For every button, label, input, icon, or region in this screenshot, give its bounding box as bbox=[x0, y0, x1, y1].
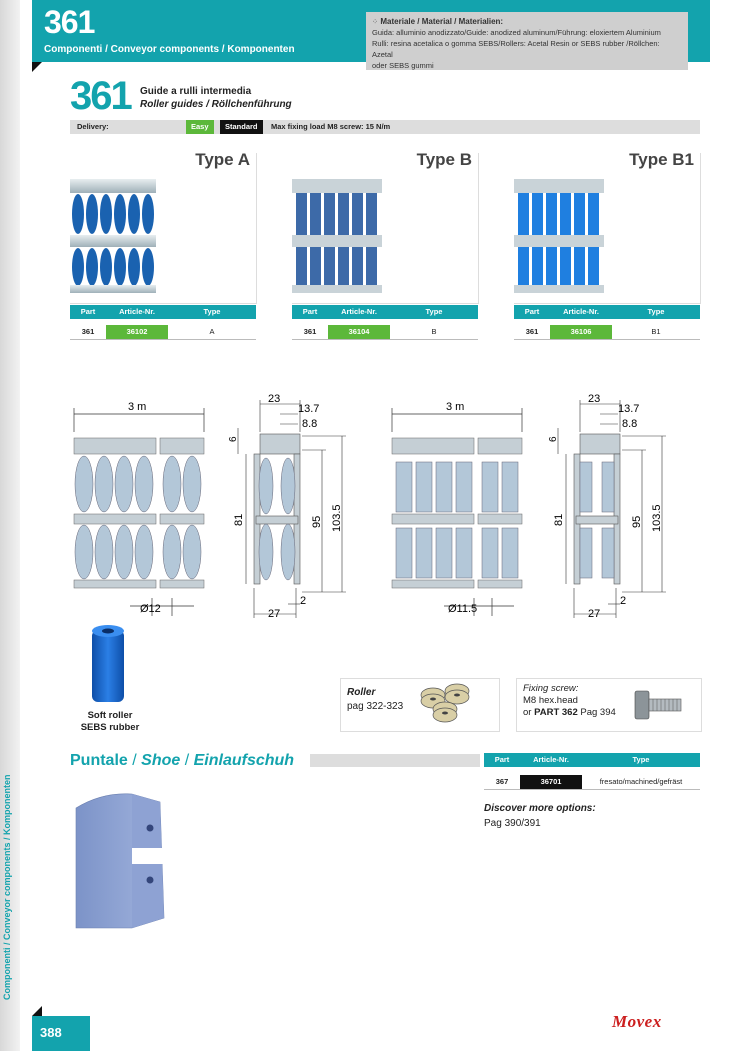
header-number: 361 bbox=[44, 4, 95, 40]
screw-ref-line2: or PART 362 Pag 394 bbox=[523, 707, 616, 718]
header-subtitle: Componenti / Conveyor components / Komponenten bbox=[44, 44, 295, 55]
td-part: 361 bbox=[525, 327, 539, 336]
shoe-title-de: Einlaufschuh bbox=[193, 752, 295, 769]
td-type: fresato/machined/gefräst bbox=[599, 777, 683, 786]
dim-width-23: 23 bbox=[268, 393, 281, 405]
soft-roller-line2: SEBS rubber bbox=[80, 722, 140, 733]
dim-diameter-b: Ø11.5 bbox=[448, 603, 478, 615]
product-panel-b bbox=[292, 150, 479, 304]
product-table-a bbox=[70, 305, 256, 340]
shoe-table bbox=[484, 753, 700, 790]
th-type: Type bbox=[203, 307, 221, 316]
dim-height-6: 6 bbox=[548, 436, 559, 442]
th-part: Part bbox=[80, 307, 96, 316]
shoe-title-en: Shoe bbox=[141, 752, 181, 769]
dim-width-137: 13.7 bbox=[298, 403, 320, 415]
product-table-b bbox=[292, 305, 478, 340]
shoe-image bbox=[72, 788, 168, 930]
screw-reference-box bbox=[516, 678, 702, 732]
td-type: A bbox=[209, 327, 215, 336]
sidebar-text: Componenti / Conveyor components / Komponenten bbox=[2, 774, 12, 1000]
dim-height-81: 81 bbox=[553, 513, 565, 526]
materials-line: Rulli: resina acetalica o gomma SEBS/Rollers: Acetal Resin or SEBS rubber /Röllchen: Azetal bbox=[372, 39, 660, 59]
more-options-page: Pag 390/391 bbox=[484, 818, 541, 829]
product-table-b1 bbox=[514, 305, 700, 340]
dim-width-88: 8.8 bbox=[622, 418, 638, 430]
td-part: 361 bbox=[81, 327, 95, 336]
td-part: 367 bbox=[495, 777, 509, 786]
screw-ref-title: Fixing screw: bbox=[523, 683, 579, 694]
materials-icon: ⁘ bbox=[372, 17, 381, 26]
dim-width-2: 2 bbox=[300, 595, 307, 607]
dim-width-2: 2 bbox=[620, 595, 627, 607]
page-number: 388 bbox=[40, 1025, 62, 1040]
dim-diameter-a: Ø12 bbox=[140, 603, 161, 615]
part-362-link: PART 362 bbox=[534, 707, 578, 718]
dim-width-137: 13.7 bbox=[618, 403, 640, 415]
product-number: 361 bbox=[70, 74, 131, 118]
materials-title: Materiale / Material / Materialien: bbox=[380, 17, 504, 26]
th-part: Part bbox=[494, 755, 510, 764]
soft-roller-image bbox=[88, 622, 128, 706]
delivery-label: Delivery: bbox=[77, 122, 109, 131]
dim-height-1035: 103.5 bbox=[651, 504, 663, 532]
product-image-type-b bbox=[292, 159, 382, 293]
drawing-type-a bbox=[70, 392, 370, 632]
td-article: 36102 bbox=[106, 325, 168, 339]
th-type: Type bbox=[425, 307, 443, 316]
product-name-en-de: Roller guides / Röllchenführung bbox=[140, 99, 292, 110]
th-type: Type bbox=[632, 755, 650, 764]
materials-line: oder SEBS gummi bbox=[372, 61, 434, 70]
panel-title: Type B1 bbox=[629, 150, 694, 169]
max-load-text: Max fixing load M8 screw: 15 N/m bbox=[271, 122, 391, 131]
product-image-type-b1 bbox=[514, 159, 604, 293]
td-article: 36701 bbox=[520, 775, 582, 789]
materials-line: Guida: alluminio anodizzato/Guide: anodized aluminum/Führung: eloxiertem Aluminium bbox=[372, 28, 661, 37]
product-panel-b1 bbox=[514, 150, 701, 304]
soft-roller-line1: Soft roller bbox=[87, 710, 133, 721]
header-corner bbox=[32, 62, 42, 72]
standard-badge: Standard bbox=[220, 120, 263, 134]
drawing-type-b bbox=[390, 392, 690, 632]
th-article: Article-Nr. bbox=[341, 307, 377, 316]
th-type: Type bbox=[647, 307, 665, 316]
roller-reference-box bbox=[340, 678, 500, 732]
dim-width-27: 27 bbox=[588, 608, 601, 620]
td-type: B1 bbox=[651, 327, 661, 336]
soft-roller-caption bbox=[70, 710, 150, 734]
product-panel-a bbox=[70, 150, 257, 304]
td-article: 36106 bbox=[550, 325, 612, 339]
dim-length: 3 m bbox=[446, 401, 465, 413]
dim-length: 3 m bbox=[128, 401, 147, 413]
dim-height-81: 81 bbox=[233, 513, 245, 526]
dim-width-88: 8.8 bbox=[302, 418, 318, 430]
product-name-it: Guide a rulli intermedia bbox=[140, 86, 252, 97]
dim-height-1035: 103.5 bbox=[331, 504, 343, 532]
roller-stack-image bbox=[419, 679, 475, 725]
dim-width-27: 27 bbox=[268, 608, 281, 620]
panel-title: Type B bbox=[416, 150, 472, 169]
panel-title: Type A bbox=[195, 150, 250, 169]
th-part: Part bbox=[302, 307, 318, 316]
td-article: 36104 bbox=[328, 325, 390, 339]
td-type: B bbox=[431, 327, 437, 336]
dim-width-23: 23 bbox=[588, 393, 601, 405]
th-article: Article-Nr. bbox=[119, 307, 155, 316]
dim-height-95: 95 bbox=[631, 515, 643, 528]
dim-height-6: 6 bbox=[228, 436, 239, 442]
shoe-title-bar bbox=[310, 754, 480, 767]
delivery-bar bbox=[70, 120, 700, 134]
easy-badge: Easy bbox=[186, 120, 214, 134]
roller-ref-title: Roller bbox=[347, 687, 376, 698]
brand-logo: Movex bbox=[612, 1012, 662, 1031]
screw-image bbox=[629, 683, 689, 725]
roller-ref-page: pag 322-323 bbox=[347, 701, 404, 712]
th-article: Article-Nr. bbox=[563, 307, 599, 316]
shoe-title-it: Puntale bbox=[70, 752, 128, 769]
materials-box bbox=[366, 12, 688, 70]
th-part: Part bbox=[524, 307, 540, 316]
footer-corner bbox=[32, 1006, 42, 1016]
shoe-title: Puntale / Shoe / Einlaufschuh bbox=[70, 752, 295, 769]
dim-height-95: 95 bbox=[311, 515, 323, 528]
more-options-title: Discover more options: bbox=[484, 803, 596, 814]
th-article: Article-Nr. bbox=[533, 755, 569, 764]
product-image-type-a bbox=[70, 159, 156, 293]
screw-ref-line1: M8 hex.head bbox=[523, 695, 578, 706]
td-part: 361 bbox=[303, 327, 317, 336]
